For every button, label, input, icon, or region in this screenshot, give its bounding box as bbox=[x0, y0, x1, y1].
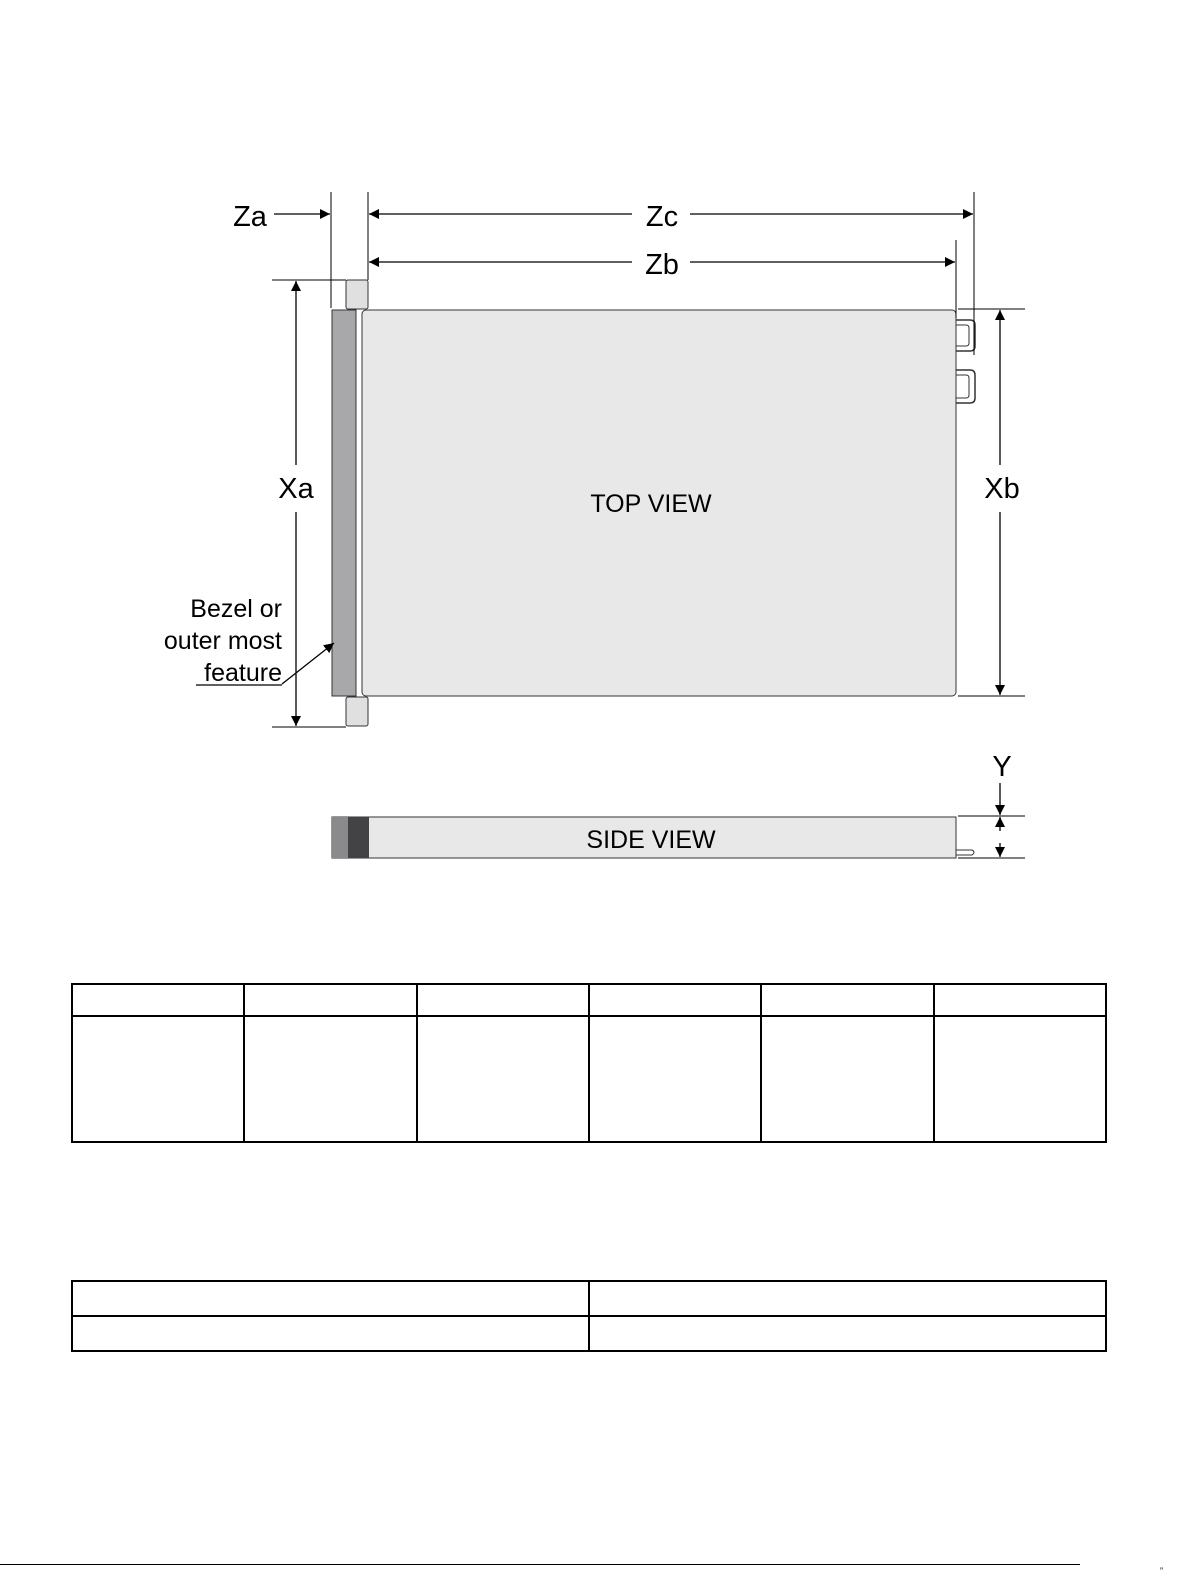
table-cell bbox=[589, 1316, 1106, 1351]
rear-handle-lower-inner bbox=[956, 375, 969, 398]
side-bezel-outer bbox=[332, 817, 348, 858]
top-view-label: TOP VIEW bbox=[590, 490, 712, 518]
y-label: Y bbox=[992, 751, 1012, 783]
weight-table-header bbox=[72, 1281, 1106, 1316]
table-cell bbox=[589, 1016, 761, 1142]
bezel-callout-line3: feature bbox=[204, 659, 282, 687]
table-cell bbox=[589, 984, 761, 1016]
top-view bbox=[332, 280, 975, 726]
bezel-leader bbox=[282, 643, 334, 684]
table-cell bbox=[72, 984, 244, 1016]
rear-handle-upper-inner bbox=[956, 325, 969, 346]
footer-rule bbox=[0, 1564, 1080, 1565]
table-cell bbox=[417, 1016, 589, 1142]
rack-ear-top bbox=[346, 280, 368, 309]
xa-label: Xa bbox=[278, 473, 314, 505]
table-cell bbox=[72, 1281, 589, 1316]
table-cell bbox=[761, 984, 933, 1016]
table-cell bbox=[417, 984, 589, 1016]
table-cell bbox=[72, 1016, 244, 1142]
table-cell bbox=[244, 1016, 416, 1142]
table-cell bbox=[934, 984, 1106, 1016]
table-cell bbox=[72, 1316, 589, 1351]
table-cell bbox=[761, 1016, 933, 1142]
table-cell bbox=[934, 1016, 1106, 1142]
side-view bbox=[332, 817, 974, 858]
zb-label: Zb bbox=[645, 249, 679, 281]
bezel-callout-line2: outer most bbox=[163, 627, 282, 655]
side-rear-latch bbox=[956, 850, 974, 855]
weight-table bbox=[71, 1280, 1107, 1352]
table-cell bbox=[244, 984, 416, 1016]
side-bezel-inner bbox=[348, 817, 369, 858]
zc-label: Zc bbox=[645, 201, 679, 233]
table-row bbox=[72, 1016, 1106, 1142]
footer-mark: ” bbox=[1160, 1566, 1163, 1576]
rack-ear-bottom bbox=[346, 697, 368, 726]
table-cell bbox=[589, 1281, 1106, 1316]
dimensions-table bbox=[71, 983, 1107, 1143]
dimensions-table-header bbox=[72, 984, 1106, 1016]
table-row bbox=[72, 1316, 1106, 1351]
front-bezel bbox=[332, 310, 356, 696]
bezel-callout-line1: Bezel or bbox=[190, 595, 282, 623]
za-label: Za bbox=[233, 201, 267, 233]
side-view-label: SIDE VIEW bbox=[586, 826, 716, 854]
xb-label: Xb bbox=[984, 473, 1020, 505]
